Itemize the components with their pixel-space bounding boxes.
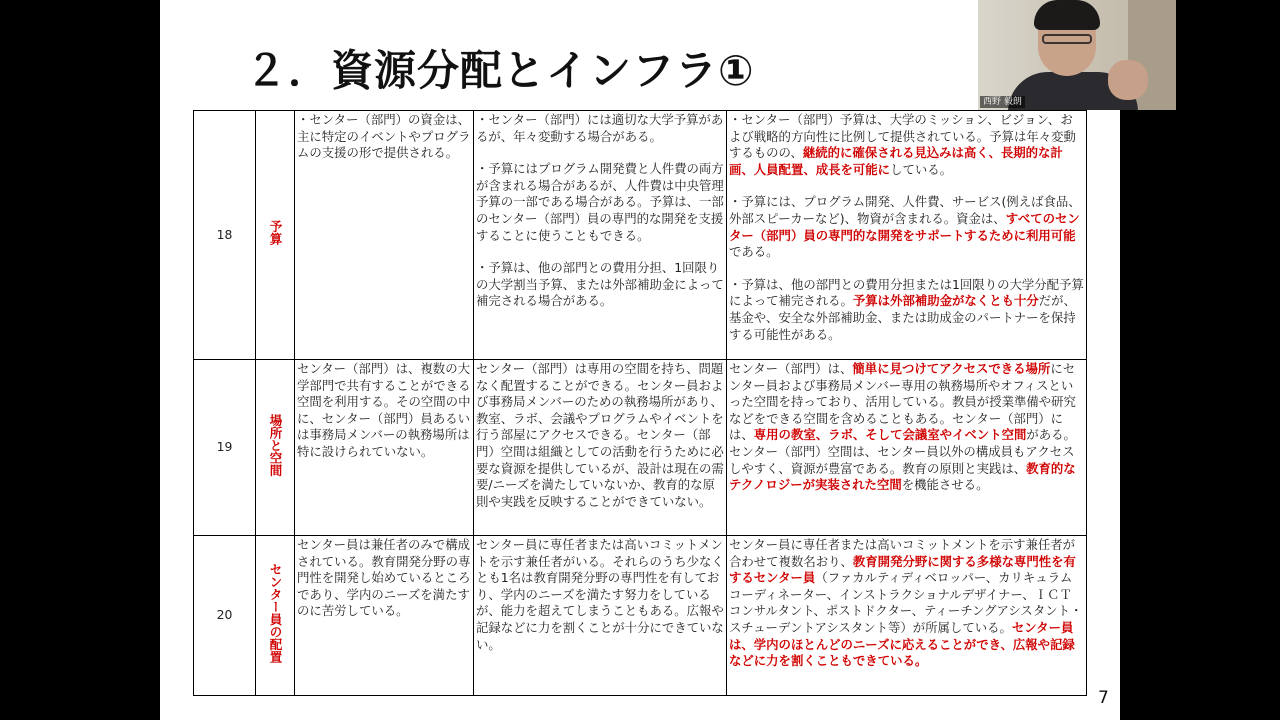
cell-paragraph xyxy=(729,537,1084,670)
page-number: 7 xyxy=(1098,688,1109,708)
text-segment: ・センター（部門）予算は、大学のミッション、ビジョン、および戦略的方向性に比例して提供されている。予算は年々変動するものの、 xyxy=(729,112,1076,161)
glasses-icon xyxy=(1042,34,1092,44)
slide-title: ２．資源分配とインフラ① xyxy=(245,46,755,95)
row-number: 19 xyxy=(194,360,256,536)
level-1-cell: センター（部門）は、複数の大学部門で共有することができる空間を利用する。その空間の中に、センター（部門）員あるいは事務局メンバーの執務場所は特に設けられていない。 xyxy=(295,360,474,536)
cell-paragraph: センター（部門）は専用の空間を持ち、問題なく配置することができる。センター員および事務局メンバーのための執務場所があり、教室、ラボ、会議やプログラムやイベントを行う部屋にアクセスできる。センター（部門）空間は組織としての活動を行うために必要な資源を提供しているが、設計は現在の需要/ニーズを満たしていないか、教育的な原則や実践を反映することができていない。 xyxy=(476,361,724,509)
participant-name-label: 西野 毅朗 xyxy=(980,96,1025,108)
text-segment: がある。センター（部門）空間は、センター員以外の構成員もアクセスしやすく、資源が豊富である。教育の原則と実践は、 xyxy=(729,427,1076,476)
row-category: 場所と空間 xyxy=(256,360,295,536)
level-1-cell: ・センター（部門）の資金は、主に特定のイベントやプログラムの支援の形で提供される。 xyxy=(295,111,474,360)
text-segment: している。 xyxy=(890,161,953,177)
level-2-cell xyxy=(474,536,727,696)
cell-paragraph xyxy=(729,112,1084,178)
highlighted-text: 継続的に確保される見込みは高く、長期的な計画、人員配置、成長を可能に xyxy=(729,145,1063,177)
highlighted-text: 教育的なテクノロジーが実装された空間 xyxy=(729,460,1076,493)
table-row xyxy=(194,360,1087,536)
cell-paragraph: センター員に専任者または高いコミットメントを示す兼任者がいる。それらのうち少なくとも1名は教育開発分野の専門性を有しており、学内のニーズを満たす努力をしているが、能力を超えてしまうこともある。広報や記録などに力を割くことが十分にできていない。 xyxy=(476,537,724,652)
text-segment: （ファカルティディベロッパー、カリキュラムコーディネーター、インストラクショナルデザイナー、ＩＣＴコンサルタント、ポストドクター、ティーチングアシスタント・スチューデントアシスタント等）が所属している。 xyxy=(729,570,1083,635)
slide xyxy=(160,0,1120,720)
highlighted-text: センター員は、学内のほとんどのニーズに応えることができ、広報や記録などに力を割くこともできている。 xyxy=(729,619,1075,669)
text-segment: だが、基金や、安全な外部補助金、または助成金のパートナーを保持する可能性がある。 xyxy=(729,293,1076,342)
text-segment: センター（部門）は、 xyxy=(729,361,853,376)
level-2-cell xyxy=(474,360,727,536)
cell-paragraph xyxy=(729,194,1084,260)
text-segment: にセンター員および事務局メンバー専用の執務場所やオフィスといった空間を持っており、活用している。教員が授業準備や研究などをできる空間を含めることもある。センター（部門）には、 xyxy=(729,361,1076,443)
cell-paragraph xyxy=(729,277,1084,343)
highlighted-text: 教育開発分野に関する多様な専門性を有するセンター員 xyxy=(729,553,1076,586)
text-segment: ・予算は、他の部門との費用分担または1回限りの大学分配予算によって補完される。 xyxy=(729,276,1084,309)
highlighted-text: すべてのセンター（部門）員の専門的な開発をサポートするために利用可能 xyxy=(729,210,1080,243)
row-category: 予算 xyxy=(256,111,295,360)
level-2-cell xyxy=(474,111,727,360)
level-3-cell xyxy=(727,360,1087,536)
highlighted-text: 予算は外部補助金がなくとも十分 xyxy=(852,293,1039,309)
row-category: センター員の配置 xyxy=(256,536,295,696)
text-segment: ・予算には、プログラム開発、人件費、サービス(例えば食品、外部スピーカーなど)、物資が含まれる。資金は、 xyxy=(729,194,1081,226)
cell-paragraph xyxy=(729,361,1084,494)
cell-paragraph: ・センター（部門）には適切な大学予算があるが、年々変動する場合がある。 xyxy=(476,112,724,144)
participant-hand xyxy=(1108,60,1148,100)
table-row xyxy=(194,536,1087,696)
level-3-cell xyxy=(727,536,1087,696)
cell-paragraph: ・予算は、他の部門との費用分担、1回限りの大学割当予算、または外部補助金によって補完される場合がある。 xyxy=(476,260,724,309)
text-segment: である。 xyxy=(729,244,779,260)
row-number: 18 xyxy=(194,111,256,360)
text-segment: を機能させる。 xyxy=(901,477,989,493)
level-3-cell xyxy=(727,111,1087,360)
rubric-body xyxy=(194,111,1087,696)
participant-video[interactable] xyxy=(978,0,1176,110)
row-number: 20 xyxy=(194,536,256,696)
cell-paragraph: ・予算にはプログラム開発費と人件費の両方が含まれる場合があるが、人件費は中央管理予算の一部である場合がある。予算は、一部のセンター（部門）員の専門的な開発を支援することに使うこともできる。 xyxy=(476,161,724,243)
highlighted-text: 専用の教室、ラボ、そして会議室やイベント空間 xyxy=(753,427,1027,443)
table-row xyxy=(194,111,1087,360)
highlighted-text: 簡単に見つけてアクセスできる場所 xyxy=(852,361,1051,376)
text-segment: センター員に専任者または高いコミットメントを示す兼任者が合わせて複数名おり、 xyxy=(729,537,1076,569)
participant-hair xyxy=(1034,0,1100,30)
level-1-cell: センター員は兼任者のみで構成されている。教育開発分野の専門性を開発し始めているところであり、学内のニーズを満たすのに苦労している。 xyxy=(295,536,474,696)
rubric-table xyxy=(193,110,1087,696)
